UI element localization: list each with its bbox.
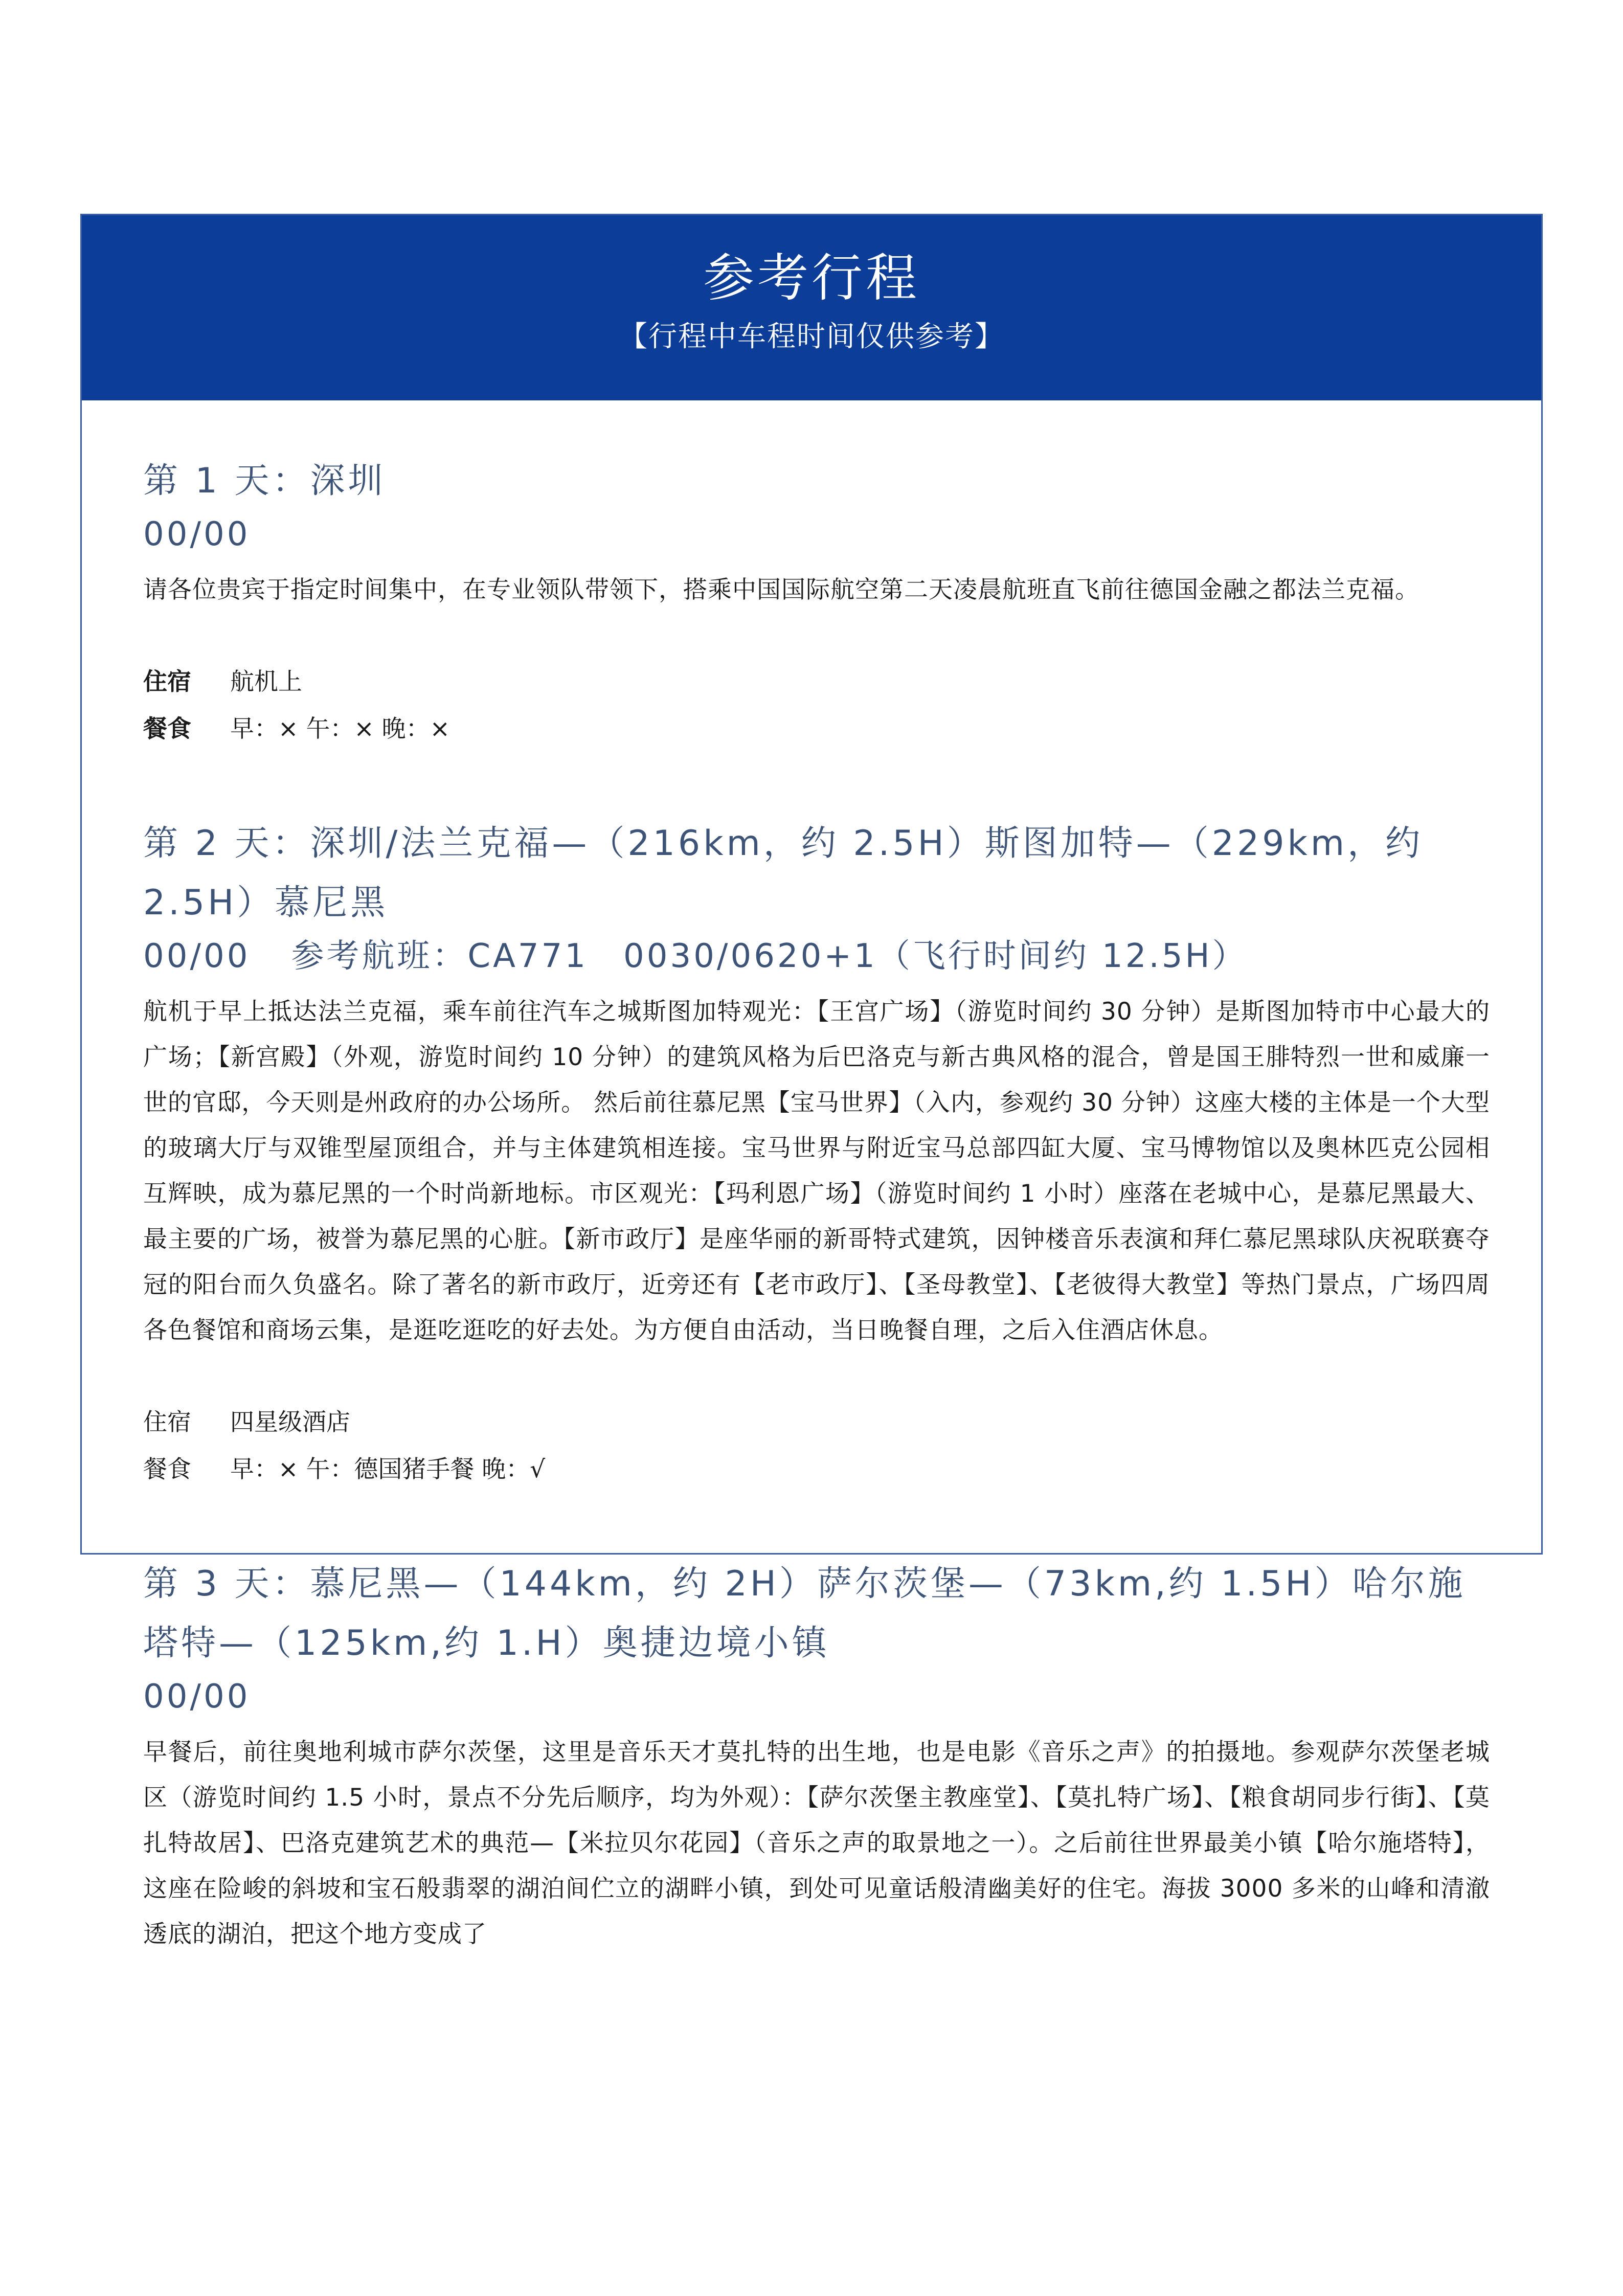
- header-banner: [82, 215, 1541, 400]
- day-1: [143, 452, 1490, 753]
- page-subtitle: 【行程中车程时间仅供参考】: [619, 320, 1004, 353]
- meals-value: 早：× 午：× 晚：×: [230, 715, 450, 743]
- meals-row: [143, 1446, 1490, 1493]
- itinerary-frame: [80, 214, 1543, 1948]
- lodging-value: 四星级酒店: [230, 1408, 350, 1436]
- meals-label: 餐食: [143, 715, 191, 743]
- itinerary-content: [82, 400, 1541, 1957]
- day-title: 第 1 天：深圳: [143, 461, 386, 501]
- day-description: 早餐后，前往奥地利城市萨尔茨堡，这里是音乐天才莫扎特的出生地，也是电影《音乐之声》的拍摄地。参观萨尔茨堡老城区（游览时间约 1.5 小时，景点不分先后顺序，均为外观）：【萨尔茨堡主教座堂】、【莫扎特广场】、【粮食胡同步行街】、【莫扎特故居】、巴洛克建筑艺术的典范—【米拉贝尔花园】（音乐之声的取景地之一）。之后前往世界最美小镇【哈尔施塔特】，这座在险峻的斜坡和宝石般翡翠的湖泊间伫立的湖畔小镇，到处可见童话般清幽美好的住宅。海拔 3000 多米的山峰和清澈透底的湖泊，把这个地方变成了: [143, 1738, 1490, 1948]
- day-date: 00/00: [143, 515, 251, 553]
- lodging-row: [143, 659, 1490, 706]
- day-date: 00/00: [143, 1678, 251, 1716]
- lodging-label: 住宿: [143, 668, 191, 696]
- meals-label: 餐食: [143, 1455, 191, 1483]
- day-date-flight: [143, 931, 1490, 982]
- day-title: 第 3 天：慕尼黑—（144km，约 2H）萨尔茨堡—（73km,约 1.5H）哈尔施塔特—（125km,约 1.H）奥捷边境小镇: [143, 1564, 1466, 1663]
- day-title: 第 2 天：深圳/法兰克福—（216km，约 2.5H）斯图加特—（229km，约 2.5H）慕尼黑: [143, 823, 1424, 923]
- day-meta: [143, 1399, 1490, 1493]
- lodging-row: [143, 1399, 1490, 1446]
- day-date: 00/00: [143, 937, 251, 975]
- lodging-value: 航机上: [230, 668, 302, 696]
- meals-row: [143, 706, 1490, 753]
- lodging-label: 住宿: [143, 1408, 191, 1436]
- flight-info: 参考航班：CA771 0030/0620+1（飞行时间约 12.5H）: [291, 937, 1248, 975]
- day-3: [143, 1555, 1490, 1957]
- day-meta: [143, 659, 1490, 753]
- day-2: [143, 814, 1490, 1493]
- meals-value: 早：× 午：德国猪手餐 晚：√: [230, 1455, 546, 1483]
- day-description: 航机于早上抵达法兰克福，乘车前往汽车之城斯图加特观光：【王宫广场】（游览时间约 30 分钟）是斯图加特市中心最大的广场；【新宫殿】（外观，游览时间约 10 分钟）的建筑风格为后巴洛克与新古典风格的混合，曾是国王腓特烈一世和威廉一世的官邸，今天则是州政府的办公场所。 然后前往慕尼黑【宝马世界】（入内，参观约 30 分钟）这座大楼的主体是一个大型的玻璃大厅与双锥型屋顶组合，并与主体建筑相连接。宝马世界与附近宝马总部四缸大厦、宝马博物馆以及奥林匹克公园相互辉映，成为慕尼黑的一个时尚新地标。市区观光：【玛利恩广场】（游览时间约 1 小时）座落在老城中心，是慕尼黑最大、最主要的广场，被誉为慕尼黑的心脏。【新市政厅】是座华丽的新哥特式建筑，因钟楼音乐表演和拜仁慕尼黑球队庆祝联赛夺冠的阳台而久负盛名。除了著名的新市政厅，近旁还有【老市政厅】、【圣母教堂】、【老彼得大教堂】等热门景点，广场四周各色餐馆和商场云集，是逛吃逛吃的好去处。为方便自由活动，当日晚餐自理，之后入住酒店休息。: [143, 998, 1490, 1344]
- page-title: 参考行程: [703, 248, 920, 308]
- day-description: 请各位贵宾于指定时间集中，在专业领队带领下，搭乘中国国际航空第二天凌晨航班直飞前往德国金融之都法兰克福。: [143, 576, 1419, 604]
